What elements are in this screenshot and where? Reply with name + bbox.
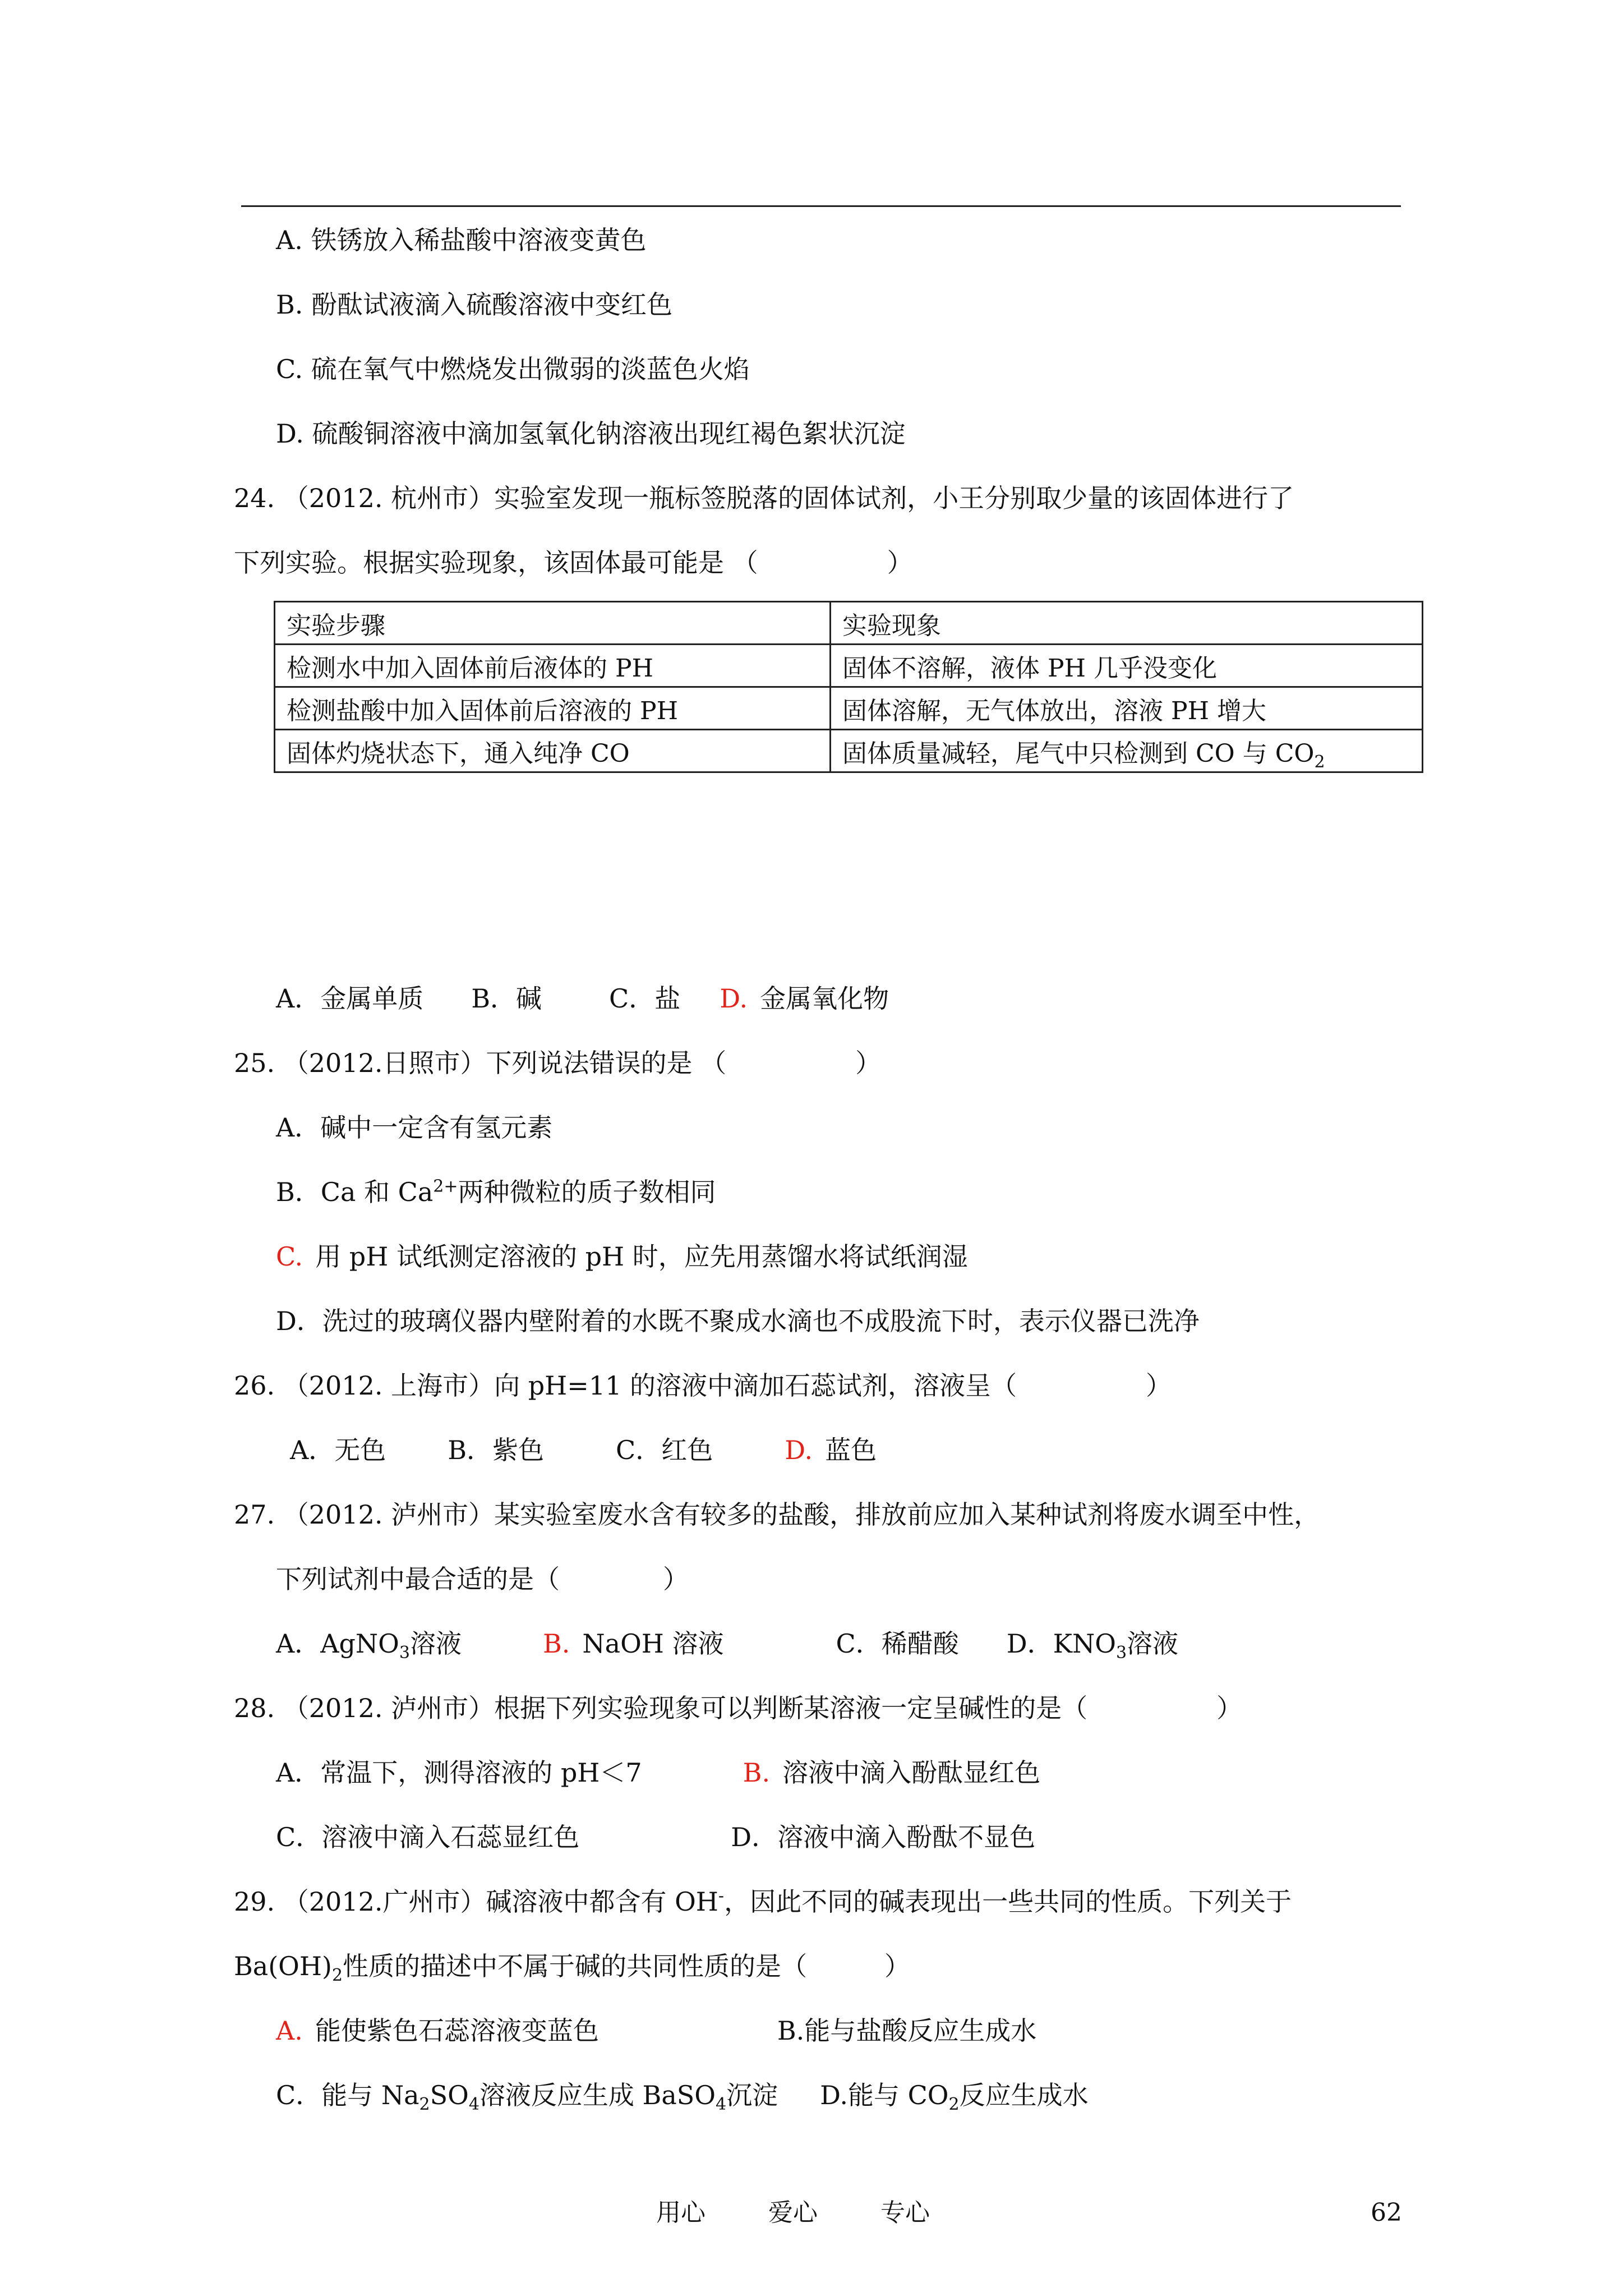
table-header-step: 实验步骤 <box>275 602 831 645</box>
q24-option-b: B．碱 <box>471 983 542 1014</box>
q26-answer-letter: D. <box>785 1435 813 1465</box>
table-cell-step: 固体灼烧状态下，通入纯净 CO <box>275 730 831 772</box>
experiment-table <box>274 601 1423 773</box>
q23-option-b: B. 酚酞试液滴入硫酸溶液中变红色 <box>276 289 673 320</box>
option-text: D．KNO <box>1006 1628 1116 1659</box>
superscript: - <box>718 1886 725 1906</box>
q27-stem-line2: 下列试剂中最合适的是（ ） <box>276 1564 689 1594</box>
stem-text: ，因此不同的碱表现出一些共同的性质。下列关于 <box>724 1887 1292 1917</box>
q24-option-c: C．盐 <box>609 983 681 1014</box>
q27-option-b-text: NaOH 溶液 <box>582 1628 724 1659</box>
q29-answer-letter: A. <box>276 2016 303 2046</box>
option-text: 溶液 <box>1127 1628 1179 1659</box>
q27-option-a <box>276 1628 462 1663</box>
q28-option-c: C．溶液中滴入石蕊显红色 <box>276 1822 580 1852</box>
q28-stem: 28. （2012. 泸州市）根据下列实验现象可以判断某溶液一定呈碱性的是（ ） <box>234 1693 1243 1723</box>
subscript: 2 <box>948 2095 960 2115</box>
stem-text: 性质的描述中不属于碱的共同性质的是（ ） <box>343 1951 911 1981</box>
option-text: 用 pH 试纸测定溶液的 pH 时，应先用蒸馏水将试纸润湿 <box>315 1241 968 1272</box>
option-text: B．Ca 和 Ca <box>276 1177 434 1207</box>
superscript: 2+ <box>433 1176 458 1197</box>
table-cell-phenomenon <box>831 730 1423 772</box>
footer-motto-1: 用心 <box>656 2198 706 2227</box>
q25-answer-letter: C. <box>276 1241 303 1272</box>
option-text: A．AgNO <box>276 1628 399 1659</box>
q26-options-row <box>290 1433 877 1467</box>
q28-options-row-2 <box>276 1820 1035 1854</box>
q26-option-a: A．无色 <box>290 1435 386 1465</box>
option-text: 反应生成水 <box>959 2080 1089 2110</box>
q24-stem-line1: 24. （2012. 杭州市）实验室发现一瓶标签脱落的固体试剂，小王分别取少量的该固体进行了 <box>234 483 1294 513</box>
table-row <box>275 645 1423 687</box>
subscript: 3 <box>1115 1643 1127 1663</box>
q29-options-row-1 <box>276 2014 1036 2047</box>
q29-option-a-text: 能使紫色石蕊溶液变蓝色 <box>315 2016 599 2046</box>
subscript: 2 <box>1314 752 1325 772</box>
formula-text: 固体质量减轻，尾气中只检测到 CO 与 CO <box>842 739 1315 768</box>
table-header-phenomenon: 实验现象 <box>831 602 1423 645</box>
q25-option-d: D．洗过的玻璃仪器内壁附着的水既不聚成水滴也不成股流下时，表示仪器已洗净 <box>276 1306 1200 1336</box>
q29-stem-line1 <box>234 1885 1292 1918</box>
q27-option-c: C．稀醋酸 <box>836 1628 959 1659</box>
footer-motto-2: 爱心 <box>768 2198 818 2227</box>
stem-text: Ba(OH) <box>234 1951 332 1981</box>
option-text: 溶液反应生成 BaSO <box>479 2080 716 2110</box>
q26-option-d-text: 蓝色 <box>825 1435 877 1465</box>
q27-stem-line1: 27. （2012. 泸州市）某实验室废水含有较多的盐酸，排放前应加入某种试剂将废水调至中性， <box>234 1499 1320 1530</box>
subscript: 2 <box>419 2095 430 2115</box>
q29-option-d <box>820 2080 1089 2115</box>
q28-option-a: A．常温下，测得溶液的 pH＜7 <box>276 1757 642 1788</box>
q26-stem: 26. （2012. 上海市）向 pH=11 的溶液中滴加石蕊试剂，溶液呈（ ） <box>234 1370 1172 1401</box>
q23-option-d: D. 硫酸铜溶液中滴加氢氧化钠溶液出现红褐色絮状沉淀 <box>276 418 906 449</box>
q28-answer-letter: B. <box>743 1757 771 1788</box>
q27-options-row <box>276 1627 1179 1663</box>
q24-options-row <box>276 982 889 1015</box>
option-text: C．能与 Na <box>276 2080 419 2110</box>
footer-motto-3: 专心 <box>880 2198 930 2227</box>
table-cell-step: 检测盐酸中加入固体前后溶液的 PH <box>275 687 831 730</box>
option-text: 两种微粒的质子数相同 <box>458 1177 716 1207</box>
q27-answer-letter: B. <box>542 1628 570 1659</box>
q25-option-b <box>276 1175 716 1209</box>
q25-stem: 25. （2012.日照市）下列说法错误的是 （ ） <box>234 1048 882 1078</box>
q29-stem-line2 <box>234 1949 911 1986</box>
q26-option-b: B．紫色 <box>448 1435 545 1465</box>
q23-option-c: C. 硫在氧气中燃烧发出微弱的淡蓝色火焰 <box>276 354 750 384</box>
q28-options-row-1 <box>276 1756 1040 1789</box>
table-cell-step: 检测水中加入固体前后液体的 PH <box>275 645 831 687</box>
q29-option-b: B.能与盐酸反应生成水 <box>777 2016 1037 2046</box>
q26-option-c: C．红色 <box>616 1435 713 1465</box>
table-cell-phenomenon: 固体溶解，无气体放出，溶液 PH 增大 <box>831 687 1423 730</box>
table-row <box>275 687 1423 730</box>
subscript: 2 <box>331 1966 343 1986</box>
q24-option-d-text: 金属氧化物 <box>760 983 889 1014</box>
table-row <box>275 730 1423 772</box>
q24-answer-letter: D. <box>720 983 748 1014</box>
option-text: SO <box>430 2080 469 2110</box>
q27-option-d <box>1006 1628 1179 1663</box>
q25-option-c <box>276 1240 968 1273</box>
subscript: 3 <box>399 1643 410 1663</box>
subscript: 4 <box>468 2095 479 2115</box>
page-number: 62 <box>1371 2198 1402 2227</box>
option-text: D.能与 CO <box>820 2080 949 2110</box>
q28-option-d: D．溶液中滴入酚酞不显色 <box>731 1822 1036 1852</box>
q28-option-b-text: 溶液中滴入酚酞显红色 <box>782 1757 1041 1788</box>
q23-option-a: A. 铁锈放入稀盐酸中溶液变黄色 <box>276 225 647 255</box>
q29-options-row-2 <box>276 2078 1089 2115</box>
q25-option-a: A．碱中一定含有氢元素 <box>276 1112 553 1143</box>
table-header-row <box>275 602 1423 645</box>
q29-option-c <box>276 2080 778 2115</box>
header-rule <box>241 205 1401 207</box>
subscript: 4 <box>716 2095 727 2115</box>
q24-stem-line2: 下列实验。根据实验现象，该固体最可能是 （ ） <box>234 547 913 578</box>
option-text: 沉淀 <box>726 2080 778 2110</box>
stem-text: 29. （2012.广州市）碱溶液中都含有 OH <box>234 1887 718 1917</box>
option-text: 溶液 <box>409 1628 462 1659</box>
table-cell-phenomenon: 固体不溶解，液体 PH 几乎没变化 <box>831 645 1423 687</box>
q24-option-a: A．金属单质 <box>276 983 424 1014</box>
